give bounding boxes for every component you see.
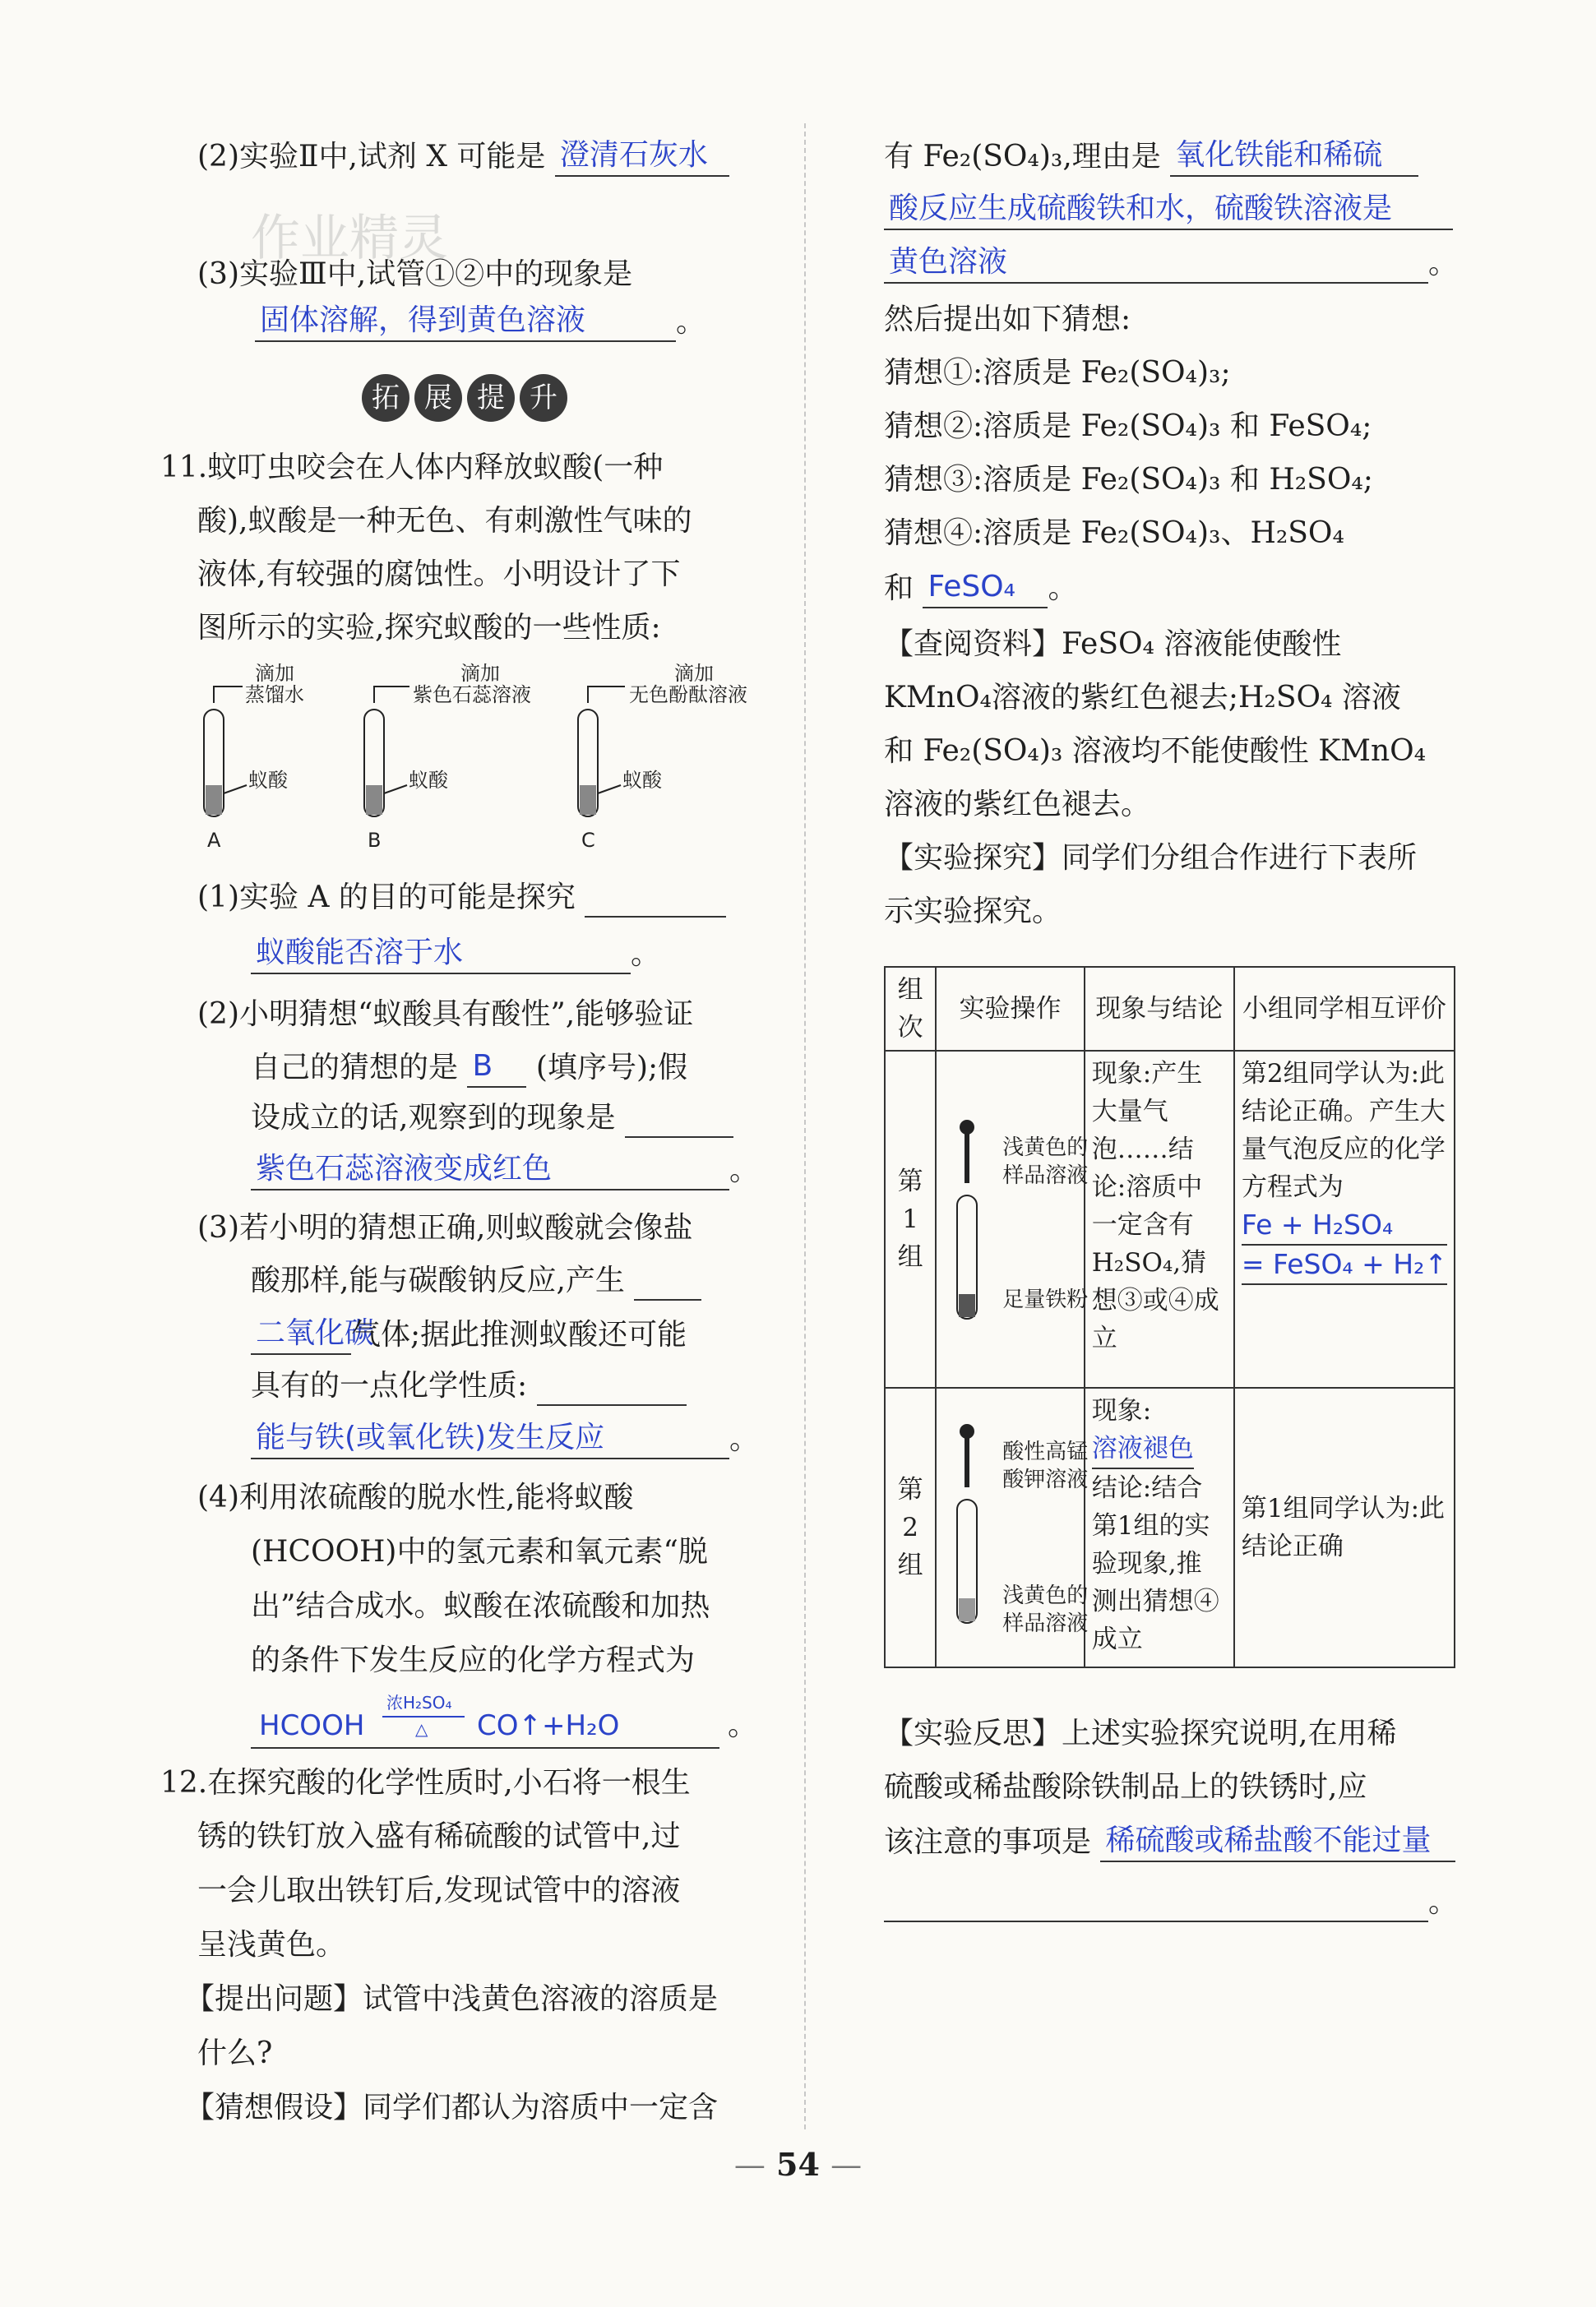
g2-result-rest: 结论:结合第1组的实验现象,推测出猜想④成立: [1091, 1473, 1219, 1654]
guess-text: 和: [884, 571, 914, 605]
experiment-table: [884, 966, 1455, 1668]
eq-catalyst: 浓H₂SO₄: [386, 1693, 452, 1713]
table-header-row: [885, 967, 1455, 1051]
page-number: [0, 2146, 1596, 2183]
q3-text: (3)实验Ⅲ中,试管①②中的现象是: [197, 257, 633, 291]
eq-period: 。: [728, 1708, 758, 1742]
eq-arrow-line: [382, 1716, 465, 1718]
g1-op-top-label: 浅黄色的样品溶液: [1002, 1135, 1089, 1188]
p4-line: 出”结合成水。蚁酸在浓硫酸和加热: [251, 1589, 710, 1623]
g2-result-prefix: 现象:: [1091, 1396, 1152, 1426]
p3-text: 气体;据此推测蚁酸还可能: [351, 1318, 687, 1352]
dropper-tube-icon: [949, 1422, 998, 1635]
group-2-result: [1085, 1388, 1234, 1667]
q11-line: 酸),蚁酸是一种无色、有刺激性气味的: [197, 504, 692, 538]
q2-text: (2)实验Ⅱ中,试剂 X 可能是: [197, 140, 546, 173]
section-badge: 拓: [362, 374, 409, 422]
p2-answer-line: 紫色石蕊溶液变成红色 。: [251, 1149, 759, 1190]
g2-op-bottom-label: 浅黄色的样品溶液: [1002, 1583, 1089, 1636]
group-1-evaluation: [1234, 1051, 1455, 1388]
tube-b-label: B: [368, 829, 382, 852]
tube-a-reagent-1: 滴加: [255, 662, 294, 685]
ref-line: 【实验探究】同学们分组合作进行下表所: [884, 841, 1418, 875]
guess-4-answer: FeSO₄: [923, 567, 1048, 608]
guess-4-answer-line: 和 FeSO₄ 。: [884, 567, 1077, 608]
refl-answer-line: [884, 1821, 1455, 1862]
p3-answer: 能与铁(或氧化铁)发生反应: [251, 1418, 729, 1459]
eq-products: CO↑+H₂O: [477, 1709, 620, 1742]
q12-line: 12.在探究酸的化学性质时,小石将一根生: [160, 1766, 691, 1800]
p1-line: [197, 878, 726, 918]
r1-answer: 酸反应生成硫酸铁和水，硫酸铁溶液是: [884, 189, 1453, 230]
guess-line: 猜想④:溶质是 Fe₂(SO₄)₃、H₂SO₄: [884, 516, 1344, 550]
g1-eval-text: 第2组同学认为:此结论正确。产生大量气泡反应的化学方程式为: [1241, 1059, 1446, 1202]
refl-blank: [884, 1884, 1428, 1922]
group-1-result: 现象:产生大量气泡……结论:溶质中一定含有H₂SO₄,猜想③或④成立: [1085, 1051, 1234, 1388]
p4-line: (4)利用浓硫酸的脱水性,能将蚁酸: [197, 1481, 634, 1514]
tube-b-reagent-1: 滴加: [460, 662, 500, 685]
guess-line: 猜想②:溶质是 Fe₂(SO₄)₃ 和 FeSO₄;: [884, 409, 1372, 443]
p3-blank: [634, 1263, 701, 1301]
g2-op-top-label: 酸性高锰酸钾溶液: [1002, 1440, 1089, 1492]
r1-answer: 氧化铁能和稀硫: [1170, 136, 1418, 177]
q2-line: [197, 136, 729, 177]
q11-line: 图所示的实验,探究蚁酸的一些性质:: [197, 611, 661, 645]
tube-b-content: 蚁酸: [409, 769, 448, 792]
q12-line: 【提出问题】试管中浅黄色溶液的溶质是: [185, 1982, 719, 2016]
q3-line: [197, 255, 632, 294]
p4-line: 的条件下发生反应的化学方程式为: [251, 1644, 696, 1677]
p3-line-2: [251, 1261, 701, 1301]
p2-answer-b: B: [467, 1047, 526, 1088]
g1-equation: Fe + H₂SO₄: [1242, 1206, 1447, 1246]
refl-line: 硫酸或稀盐酸除铁制品上的铁锈时,应: [884, 1770, 1367, 1804]
header-result: 现象与结论: [1085, 967, 1234, 1051]
g2-result-answer: 溶液褪色: [1092, 1430, 1194, 1469]
header-evaluation: 小组同学相互评价: [1234, 967, 1455, 1051]
r1-line: [884, 136, 1418, 177]
r1-line-3: 黄色溶液 。: [884, 243, 1458, 284]
ref-line: 【查阅资料】FeSO₄ 溶液能使酸性: [884, 627, 1342, 661]
table-row: [885, 1051, 1455, 1388]
q12-line: 锈的铁钉放入盛有稀硫酸的试管中,过: [197, 1819, 681, 1853]
q12-line: 一会儿取出铁钉后,发现试管中的溶液: [197, 1874, 681, 1907]
p2-text: 设成立的话,观察到的现象是: [251, 1101, 616, 1135]
test-tube-figure: [197, 662, 773, 859]
r1-answer: 黄色溶液: [884, 243, 1428, 284]
p3-line-4: [251, 1366, 687, 1406]
tube-c-reagent-1: 滴加: [674, 662, 714, 685]
table-row: [885, 1388, 1455, 1667]
p1-answer: 蚁酸能否溶于水: [251, 933, 631, 974]
header-group: 组次: [885, 967, 936, 1051]
p2-text: 自己的猜想的是: [251, 1051, 459, 1084]
q2-answer: 澄清石灰水: [555, 136, 729, 177]
tube-c-content: 蚁酸: [622, 769, 662, 792]
tube-a-content: 蚁酸: [248, 769, 288, 792]
column-divider: [804, 123, 806, 2129]
ref-line: 示实验探究。: [884, 895, 1062, 928]
group-2-operation: [936, 1388, 1089, 1667]
p2-blank: [625, 1100, 733, 1138]
watermark: 作业精灵: [251, 210, 448, 267]
tube-a: [204, 662, 304, 852]
p3-text: 酸那样,能与碳酸钠反应,产生: [251, 1264, 625, 1297]
p2-line: (2)小明猜想“蚁酸具有酸性”,能够验证: [197, 997, 694, 1031]
p2-answer: 紫色石蕊溶液变成红色: [251, 1149, 729, 1190]
q12-line: 什么?: [197, 2037, 273, 2070]
p3-line: (3)若小明的猜想正确,则蚁酸就会像盐: [197, 1211, 693, 1245]
eq-heat: △: [415, 1719, 428, 1739]
tube-b-reagent-2: 紫色石蕊溶液: [413, 683, 531, 706]
p3-text: 具有的一点化学性质:: [251, 1369, 528, 1403]
p1-answer-line: 蚁酸能否溶于水 。: [251, 933, 660, 974]
p1-text: (1)实验 A 的目的可能是探究: [197, 881, 576, 914]
group-2-evaluation: 第1组同学认为:此结论正确: [1234, 1388, 1455, 1667]
g1-equation: = FeSO₄ + H₂↑: [1242, 1246, 1447, 1285]
p2-line-2: [251, 1047, 687, 1088]
q12-line: 呈浅黄色。: [197, 1928, 346, 1962]
q12-line: 【猜想假设】同学们都认为溶质中一定含: [185, 2091, 719, 2124]
tube-b: [364, 662, 531, 852]
tube-a-label: A: [207, 829, 221, 852]
ref-line: KMnO₄溶液的紫红色褪去;H₂SO₄ 溶液: [884, 681, 1401, 714]
q3-answer-line: 固体溶解，得到黄色溶液 。: [255, 301, 705, 342]
p3-line-3: [251, 1314, 687, 1355]
p3-gas-answer: 二氧化碳: [251, 1314, 351, 1355]
tube-c-label: C: [581, 829, 595, 852]
tube-c: [578, 662, 747, 852]
r1-line-2: [884, 189, 1453, 230]
tube-a-reagent-2: 蒸馏水: [245, 683, 304, 706]
refl-blank-line: 。: [884, 1883, 1458, 1922]
p4-equation: [251, 1693, 758, 1749]
g1-op-bottom-label: 足量铁粉: [1002, 1288, 1089, 1312]
section-title: [362, 374, 572, 422]
refl-text: 该注意的事项是: [884, 1825, 1092, 1859]
section-badge: 提: [467, 374, 515, 422]
guess-line: 猜想①:溶质是 Fe₂(SO₄)₃;: [884, 356, 1231, 390]
p2-text: (填序号);假: [535, 1051, 688, 1084]
ref-line: 和 Fe₂(SO₄)₃ 溶液均不能使酸性 KMnO₄: [884, 734, 1427, 768]
group-1-operation: [936, 1051, 1089, 1388]
header-operation: 实验操作: [936, 967, 1085, 1051]
q11-line: 液体,有较强的腐蚀性。小明设计了下: [197, 557, 681, 591]
page-number-text: 54: [776, 2146, 820, 2183]
section-badge: 升: [520, 374, 567, 422]
section-badge: 展: [414, 374, 462, 422]
p2-line-3: [251, 1098, 733, 1138]
ref-line: 溶液的紫红色褪去。: [884, 788, 1151, 821]
eq-reactant: HCOOH: [259, 1709, 365, 1742]
q3-answer: 固体溶解，得到黄色溶液: [255, 301, 676, 342]
group-1-label: 第1组: [885, 1051, 936, 1388]
dropper-tube-icon: [949, 1117, 998, 1331]
guess-line: 猜想③:溶质是 Fe₂(SO₄)₃ 和 H₂SO₄;: [884, 463, 1373, 497]
refl-answer: 稀硫酸或稀盐酸不能过量: [1100, 1821, 1455, 1862]
r1-text: 有 Fe₂(SO₄)₃,理由是: [884, 140, 1161, 173]
page-dash-left: —: [733, 2147, 766, 2183]
p4-line: (HCOOH)中的氢元素和氧元素“脱: [251, 1535, 708, 1569]
p3-answer-line: 能与铁(或氧化铁)发生反应 。: [251, 1418, 759, 1459]
guess-line: 然后提出如下猜想:: [884, 303, 1131, 336]
p1-blank: [585, 880, 726, 918]
page-dash-right: —: [830, 2147, 863, 2183]
tube-c-reagent-2: 无色酚酞溶液: [629, 683, 747, 706]
refl-line: 【实验反思】上述实验探究说明,在用稀: [884, 1717, 1397, 1750]
p3-blank: [537, 1368, 687, 1406]
q11-line: 11.蚊叮虫咬会在人体内释放蚁酸(一种: [160, 451, 664, 484]
group-2-label: 第2组: [885, 1388, 936, 1667]
